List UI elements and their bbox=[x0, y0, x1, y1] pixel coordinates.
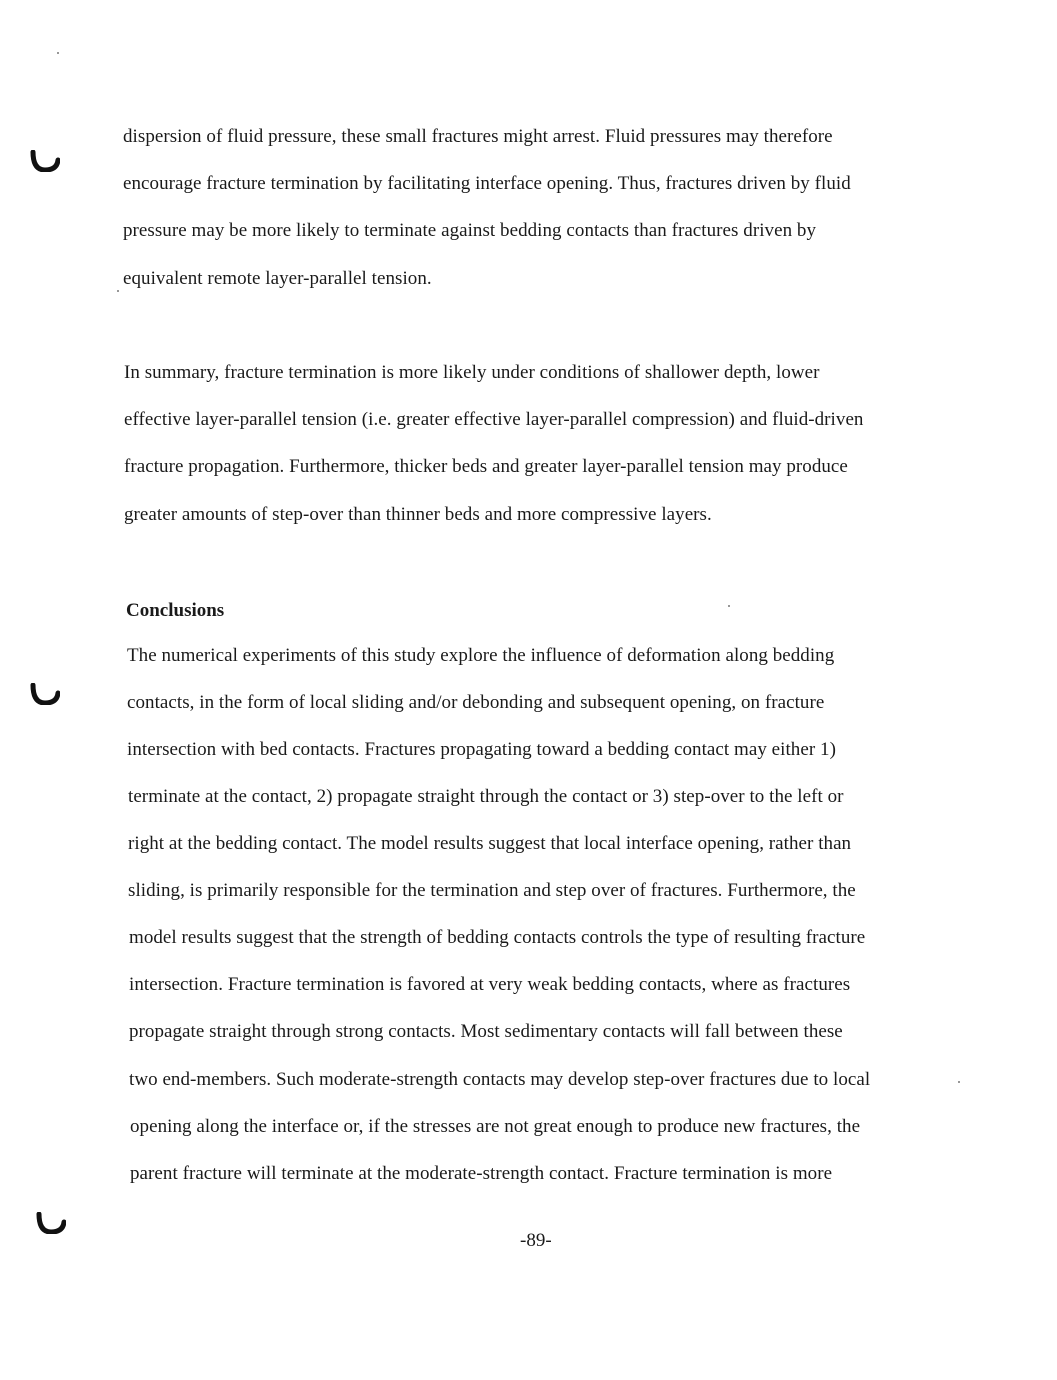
binder-hole-mark-icon bbox=[30, 150, 60, 172]
text-line: propagate straight through strong contacts. Most sedimentary contacts will fall between these bbox=[129, 1021, 843, 1042]
text-line: encourage fracture termination by facilitating interface opening. Thus, fractures driven by fluid bbox=[123, 173, 851, 194]
text-line: equivalent remote layer-parallel tension. bbox=[123, 268, 432, 289]
scan-speck bbox=[728, 605, 730, 607]
binder-hole-mark-icon bbox=[36, 1212, 66, 1234]
text-line: In summary, fracture termination is more likely under conditions of shallower depth, lower bbox=[124, 362, 820, 383]
text-line: greater amounts of step-over than thinner beds and more compressive layers. bbox=[124, 504, 712, 525]
text-line: fracture propagation. Furthermore, thicker beds and greater layer-parallel tension may produce bbox=[124, 456, 848, 477]
text-line: contacts, in the form of local sliding and/or debonding and subsequent opening, on fracture bbox=[127, 692, 825, 713]
scan-speck bbox=[958, 1081, 960, 1083]
text-line: right at the bedding contact. The model results suggest that local interface opening, rather than bbox=[128, 833, 852, 854]
text-line: sliding, is primarily responsible for the termination and step over of fractures. Furthermore, the bbox=[128, 880, 856, 901]
text-line: model results suggest that the strength of bedding contacts controls the type of resulting fracture bbox=[129, 927, 866, 948]
text-line: intersection. Fracture termination is favored at very weak bedding contacts, where as fractures bbox=[129, 974, 851, 995]
text-line: dispersion of fluid pressure, these small fractures might arrest. Fluid pressures may therefore bbox=[123, 126, 833, 147]
text-line: The numerical experiments of this study explore the influence of deformation along bedding bbox=[127, 645, 835, 666]
text-line: opening along the interface or, if the stresses are not great enough to produce new fractures, the bbox=[130, 1116, 861, 1137]
text-line: intersection with bed contacts. Fractures propagating toward a bedding contact may either 1) bbox=[127, 739, 836, 760]
text-line: two end-members. Such moderate-strength contacts may develop step-over fractures due to local bbox=[129, 1069, 871, 1090]
section-heading: Conclusions bbox=[126, 600, 225, 621]
page-number: -89- bbox=[520, 1230, 552, 1251]
binder-hole-mark-icon bbox=[30, 683, 60, 705]
text-line: effective layer-parallel tension (i.e. greater effective layer-parallel compression) and fluid-driven bbox=[124, 409, 864, 430]
text-line: parent fracture will terminate at the moderate-strength contact. Fracture termination is more bbox=[130, 1163, 833, 1184]
scan-speck bbox=[57, 52, 59, 54]
text-line: terminate at the contact, 2) propagate straight through the contact or 3) step-over to the left or bbox=[128, 786, 844, 807]
scan-speck bbox=[117, 290, 119, 292]
text-line: pressure may be more likely to terminate against bedding contacts than fractures driven by bbox=[123, 220, 817, 241]
